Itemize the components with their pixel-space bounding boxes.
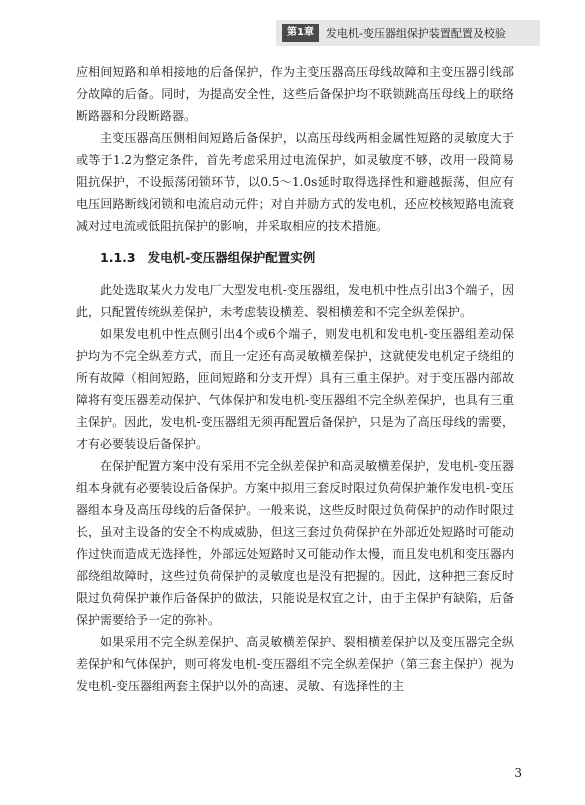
running-header	[276, 20, 540, 46]
chapter-label: 第1章	[282, 24, 319, 42]
paragraph: 此处选取某火力发电厂大型发电机-变压器组，发电机中性点引出3个端子，因此，只配置传统纵差保护，未考虑装设横差、裂相横差和不完全纵差保护。	[76, 283, 514, 319]
section-title: 发电机-变压器组保护配置实例	[147, 250, 316, 265]
page-body	[76, 61, 514, 697]
section-heading	[100, 247, 514, 269]
paragraph: 如果发电机中性点侧引出4个或6个端子，则发电机和发电机-变压器组差动保护均为不完全纵差方式，而且一定还有高灵敏横差保护，这就使发电机定子绕组的所有故障（相间短路，匝间短路和分支开焊）具有三重主保护。对于变压器内部故障将有变压器差动保护、气体保护和发电机-变压器组不完全纵差保护，也具有三重主保护。因此，发电机-变压器组无须再配置后备保护，只是为了高压母线的需要，才有必要装设后备保护。	[76, 327, 514, 451]
paragraph: 如果采用不完全纵差保护、高灵敏横差保护、裂相横差保护以及变压器完全纵差保护和气体保护，则可将发电机-变压器组不完全纵差保护（第三套主保护）视为发电机-变压器组两套主保护以外的高速、灵敏、有选择性的主	[76, 635, 514, 693]
section-number: 1.1.3	[100, 250, 136, 265]
paragraph: 在保护配置方案中没有采用不完全纵差保护和高灵敏横差保护，发电机-变压器组本身就有必要装设后备保护。方案中拟用三套反时限过负荷保护兼作发电机-变压器组本身及高压母线的后备保护。一般来说，这些反时限过负荷保护的动作时限过长，虽对主设备的安全不构成威胁，但这三套过负荷保护在外部近处短路时可能动作过快而造成无选择性，外部远处短路时又可能动作太慢，而且发电机和变压器内部绕组故障时，这些过负荷保护的灵敏度也是没有把握的。因此，这种把三套反时限过负荷保护兼作后备保护的做法，只能说是权宜之计，由于主保护有缺陷，后备保护需要给予一定的弥补。	[76, 459, 514, 627]
running-header-title: 发电机-变压器组保护装置配置及校验	[325, 27, 506, 40]
page-number: 3	[514, 766, 522, 780]
paragraph: 应相间短路和单相接地的后备保护，作为主变压器高压母线故障和主变压器引线部分故障的后备。同时，为提高安全性，这些后备保护均不联锁跳高压母线上的联络断路器和分段断路器。	[76, 65, 514, 123]
paragraph: 主变压器高压侧相间短路后备保护，以高压母线两相金属性短路的灵敏度大于或等于1.2为整定条件，首先考虑采用过电流保护，如灵敏度不够，改用一段简易阻抗保护，不设振荡闭锁环节，以0.5～1.0s延时取得选择性和避越振荡，但应有电压回路断线闭锁和电流启动元件；对自并励方式的发电机，还应校核短路电流衰减对过电流或低阻抗保护的影响，并采取相应的技术措施。	[76, 131, 514, 233]
